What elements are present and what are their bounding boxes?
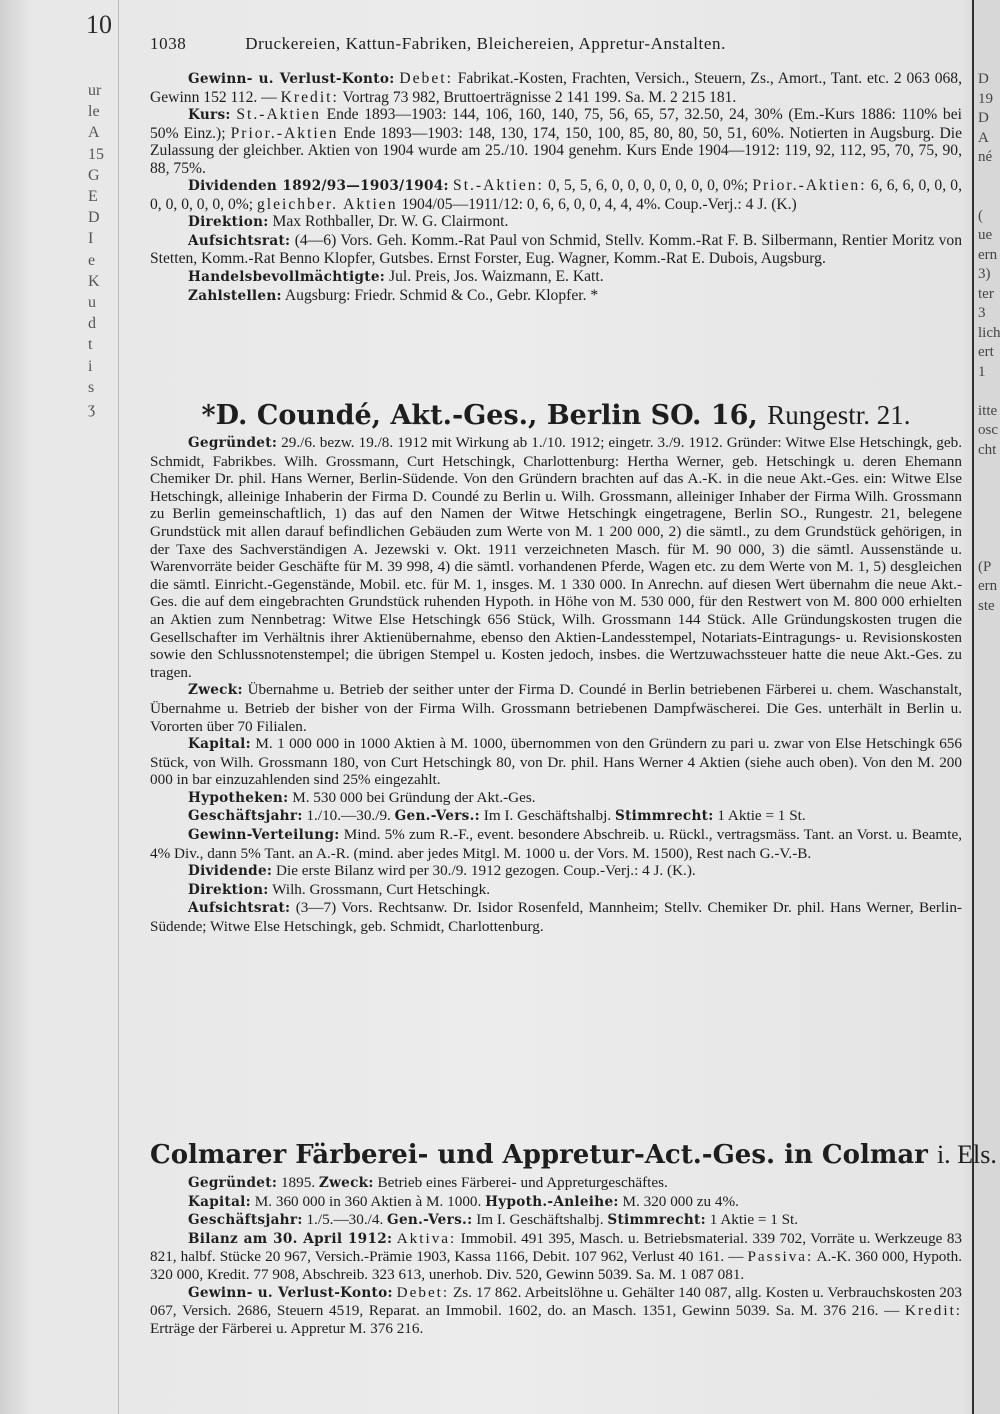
founded-purpose: Gegründet: 1895. Zweck: Betrieb eines Färberei- und Appreturgeschäftes. xyxy=(188,1174,668,1191)
capital: Kapital: M. 1 000 000 in 1000 Aktien à M. 1000, übernommen von den Gründern zu pari u. zwar von Else Hetschingk 656 Stück, von Wilh. Grossmann 180, von Curt Hetschingk 80, von Dr. phil. Hans Werner 4 Aktien (siehe auch oben). Von den M. 200 000 in bar einzuzahlenden sind 25% eingezahlt. xyxy=(150,735,962,789)
profit-loss-account: Gewinn- u. Verlust-Konto: Debet: Zs. 17 862. Arbeitslöhne u. Gehälter 140 087, allg. Kosten u. Verbrauchskosten 203 067, Versich. 2686, Steuern 4519, Reparat. an Immobil. 1602, do. an Masch. 1351, Gewinn 5039. Sa. M. 376 216. — Kredit: Erträge der Färberei u. Appretur M. 376 216. xyxy=(150,1283,963,1337)
margin-fragment xyxy=(978,187,1000,207)
dividends: Dividenden 1892/93—1903/1904: St.-Aktien: 0, 5, 5, 6, 0, 0, 0, 0, 0, 0, 0, 0%; Prior.-Aktien: 6, 6, 6, 0, 0, 0, 0, 0, 0, 0, 0, 0%; gleichber. Aktien 1904/05—1911/12: 0, 6, 6, 0, 0, 4, 4, 4%. Coup.-Verj.: 4 J. (K.) xyxy=(150,177,963,213)
margin-fragment xyxy=(978,519,1000,539)
corner-page-number: 10 xyxy=(86,10,112,39)
purpose: Zweck: Übernahme u. Betrieb der seither unter der Firma D. Coundé in Berlin betriebenen Färberei u. chem. Waschanstalt, Übernahme u. Betrieb der bisher von der Firma Wilh. Grossmann betriebenen Dampfwäscherei. Die Ges. unterhält in Berlin u. Vororten über 70 Filialen. xyxy=(150,681,962,735)
left-margin-fragments xyxy=(88,80,110,419)
margin-fragment: ern xyxy=(978,246,998,263)
margin-fragment: e xyxy=(88,251,96,269)
margin-fragment: ern xyxy=(978,578,998,594)
company-title-colmarer: Colmarer Färberei- und Appretur-Act.-Ges. in Colmar i. Els. xyxy=(150,1140,997,1170)
share-prices: Kurs: St.-Aktien Ende 1893—1903: 144, 106, 160, 140, 75, 56, 65, 57, 32.50, 24, 30% (Em.-Kurs 1886: 110% bei 50% Einz.); Prior.-Aktien Ende 1893—1903: 148, 130, 174, 150, 100, 85, 80, 80, 50, 51, 60%. Notierten in Augsburg. Die Zulassung der gleichber. Aktien von 1904 wurde am 25./10. 1904 genehm. Kurs Ende 1904—1912: 119, 92, 112, 95, 70, 75, 90, 88, 75%. xyxy=(150,106,963,177)
founded: Gegründet: 29./6. bezw. 19./8. 1912 mit Wirkung ab 1./10. 1912; eingetr. 3./9. 1912. Gründer: Witwe Else Hetschingk, geb. Schmidt, Fabrikbes. Wilh. Grossmann, Curt Hetschingk, Charlottenburg: Hertha Werner, geb. Hetschingk u. deren Ehemann Chemiker Dr. phil. Hans Werner, Berlin-Südende. Von den Gründern brachten auf das A.-K. in die neue Akt.-Ges. ein: Witwe Else Hetschingk, alleinige Inhaberin der Firma D. Coundé zu Berlin u. Wilh. Grossmann, alleiniger Inhaber der Firma Wilh. Grossmann zu Berlin gemeinschaftlich, 1) das auf den Namen der Witwe Hetschingk eingetragene, Berlin SO., Rungestr. 21, belegene Grundstück mit allen darauf befindlichen Gebäuden zum Werte von M. 1 200 000, 2) die sämtl., zu dem Grundstück gehörigen, in der Taxe des Sachverständigen A. Jezewski v. Okt. 1911 verzeichneten Masch. für M. 90 000, 3) die sämtl. Aussenstände u. Warenvorräte beider Geschäfte für M. 39 998, 4) die sämtl. vorhandenen Pferde, Wagen etc. zu dem Werte von M. 1, 5) desgleichen die sämtl. Einricht.-Gegenstände, Mobil. etc. für M. 1, insges. M. 1 330 000. In Anrechn. auf diesen Wert übernahm die neue Akt.-Ges. die auf dem eingebrachten Grundstück ruhenden Hypoth. in Höhe von M. 530 000, für den Restwert von M. 800 000 erhielten an Aktien zum Nennbetrag: Witwe Else Hetschingk 656 Stück, Wilh. Grossmann 144 Stück. Alle Gründungskosten trugen die Gesellschafter im Verhältnis ihrer Aktienübernahme, ebenso den Aktien-Landesstempel, Notariats-Eintragungs- u. Revisionskosten sowie den Schlussnotenstempel; die übrigen Stempel u. Kosten jedoch, insbes. die Wertzuwachssteuer hatte die neue Akt.-Ges. zu tragen. xyxy=(150,434,962,681)
left-page-edge xyxy=(0,0,119,1414)
margin-fragment: cht xyxy=(978,441,997,458)
margin-fragment: A xyxy=(88,124,100,142)
margin-fragment xyxy=(978,480,1000,500)
margin-fragment: d xyxy=(88,315,96,333)
margin-fragment: 19 xyxy=(978,90,993,107)
margin-fragment: itte xyxy=(978,402,998,419)
margin-fragment: ert xyxy=(978,344,994,360)
right-margin-fragments xyxy=(978,70,1000,616)
margin-fragment xyxy=(978,499,1000,519)
margin-fragment: E xyxy=(88,188,98,206)
margin-fragment: 3 xyxy=(978,305,986,321)
margin-fragment: 3) xyxy=(978,266,991,282)
margin-fragment xyxy=(978,538,1000,558)
margin-fragment xyxy=(978,168,1000,188)
supervisory-board: Aufsichtsrat: (3—7) Vors. Rechtsanw. Dr. Isidor Rosenfeld, Mannheim; Stellv. Chemiker Dr. phil. Hans Werner, Berlin-Südende; Witwe Else Hetschingk, geb. Schmidt, Charlottenburg. xyxy=(150,899,962,936)
management: Direktion: Max Rothballer, Dr. W. G. Clairmont. xyxy=(188,213,509,231)
mortgages: Hypotheken: M. 530 000 bei Gründung der Akt.-Ges. xyxy=(188,788,536,806)
margin-fragment: 1 xyxy=(978,363,986,380)
capital: Kapital: M. 360 000 in 360 Aktien à M. 1000. Hypoth.-Anleihe: M. 320 000 zu 4%. xyxy=(188,1192,739,1210)
management: Direktion: Wilh. Grossmann, Curt Hetschingk. xyxy=(188,880,491,898)
dividend: Dividende: Die erste Bilanz wird per 30./9. 1912 gezogen. Coup.-Verj.: 4 J. (K.). xyxy=(188,862,696,880)
entry-counde xyxy=(150,434,962,936)
margin-fragment: A xyxy=(978,129,989,146)
running-title: Druckereien, Kattun-Fabriken, Bleichereien, Appretur-Anstalten. xyxy=(245,34,726,53)
page-number: 1038 xyxy=(150,34,187,53)
supervisory-board: Aufsichtsrat: (4—6) Vors. Geh. Komm.-Rat Paul von Schmid, Stellv. Komm.-Rat F. B. Silbermann, Rentier Moritz von Stetten, Komm.-Rat Benno Klopfer, Gutsbes. Ernst Forster, Eug. Wagner, Komm.-Rat E. Dubois, Augsburg. xyxy=(150,231,962,268)
entry-colmarer xyxy=(150,1174,962,1337)
authorized-agents: Handelsbevollmächtigte: Jul. Preis, Jos. Waizmann, E. Katt. xyxy=(188,268,604,286)
margin-fragment: D xyxy=(978,71,989,87)
paying-agents: Zahlstellen: Augsburg: Friedr. Schmid & Co., Gebr. Klopfer. * xyxy=(188,286,599,304)
margin-fragment xyxy=(978,382,1000,402)
margin-fragment: ste xyxy=(978,597,995,614)
margin-fragment: D xyxy=(88,209,100,227)
margin-fragment: s xyxy=(88,378,95,396)
margin-fragment: G xyxy=(88,166,100,184)
margin-fragment: D xyxy=(978,110,989,126)
margin-fragment: le xyxy=(88,103,100,121)
balance-sheet: Bilanz am 30. April 1912: Aktiva: Immobil. 491 395, Masch. u. Betriebsmaterial. 339 702, Vorräte u. Werkzeuge 83 821, halbf. Stücke 20 967, Versich.-Prämie 1903, Kassa 1166, Debit. 107 962, Verlust 40 161. — Passiva: A.-K. 360 000, Hypoth. 320 000, Kredit. 77 908, Abschreib. 323 613, unerhob. Div. 520, Gewinn 5039. Sa. M. 1 087 081. xyxy=(150,1229,963,1283)
margin-fragment: t xyxy=(88,336,93,354)
margin-fragment: osc xyxy=(978,422,998,438)
margin-fragment: I xyxy=(88,230,94,248)
margin-fragment: 15 xyxy=(88,145,104,163)
margin-fragment: (P xyxy=(978,558,992,575)
margin-fragment: ter xyxy=(978,285,994,302)
margin-fragment: K xyxy=(88,272,100,290)
profit-loss-account: Gewinn- u. Verlust-Konto: Debet: Fabrikat.-Kosten, Frachten, Versich., Steuern, Zs., Amort., Tant. etc. 2 063 068, Gewinn 152 112. — Kredit: Vortrag 73 982, Bruttoerträgnisse 2 141 199. Sa. M. 2 215 181. xyxy=(150,70,963,106)
margin-fragment: ue xyxy=(978,227,993,243)
margin-fragment: i xyxy=(88,357,93,375)
margin-fragment: ʒ xyxy=(88,400,96,418)
margin-fragment: ur xyxy=(88,82,102,99)
company-title-counde: *D. Coundé, Akt.-Ges., Berlin SO. 16, Rungestr. 21. xyxy=(201,400,911,431)
running-header xyxy=(150,34,960,54)
margin-fragment: né xyxy=(978,149,993,165)
margin-fragment: u xyxy=(88,294,96,312)
margin-fragment: lich xyxy=(978,324,1000,341)
fiscal-year: Geschäftsjahr: 1./10.—30./9. Gen.-Vers.: Im I. Geschäftshalbj. Stimmrecht: 1 Aktie = 1 St. xyxy=(188,807,806,825)
margin-fragment: ( xyxy=(978,207,983,224)
margin-fragment xyxy=(978,460,1000,480)
profit-distribution: Gewinn-Verteilung: Mind. 5% zum R.-F., event. besondere Abschreib. u. Rückl., vertragsmäss. Tant. an Vorst. u. Beamte, 4% Div., dann 5% Tant. an A.-R. (mind. aber jedes Mitgl. M. 1000 u. der Vors. M. 1500), Rest nach G.-V.-B. xyxy=(150,826,962,862)
entry-continuation xyxy=(150,70,962,305)
fiscal-year: Geschäftsjahr: 1./5.—30./4. Gen.-Vers.: Im I. Geschäftshalbj. Stimmrecht: 1 Aktie = 1 St. xyxy=(188,1211,799,1229)
